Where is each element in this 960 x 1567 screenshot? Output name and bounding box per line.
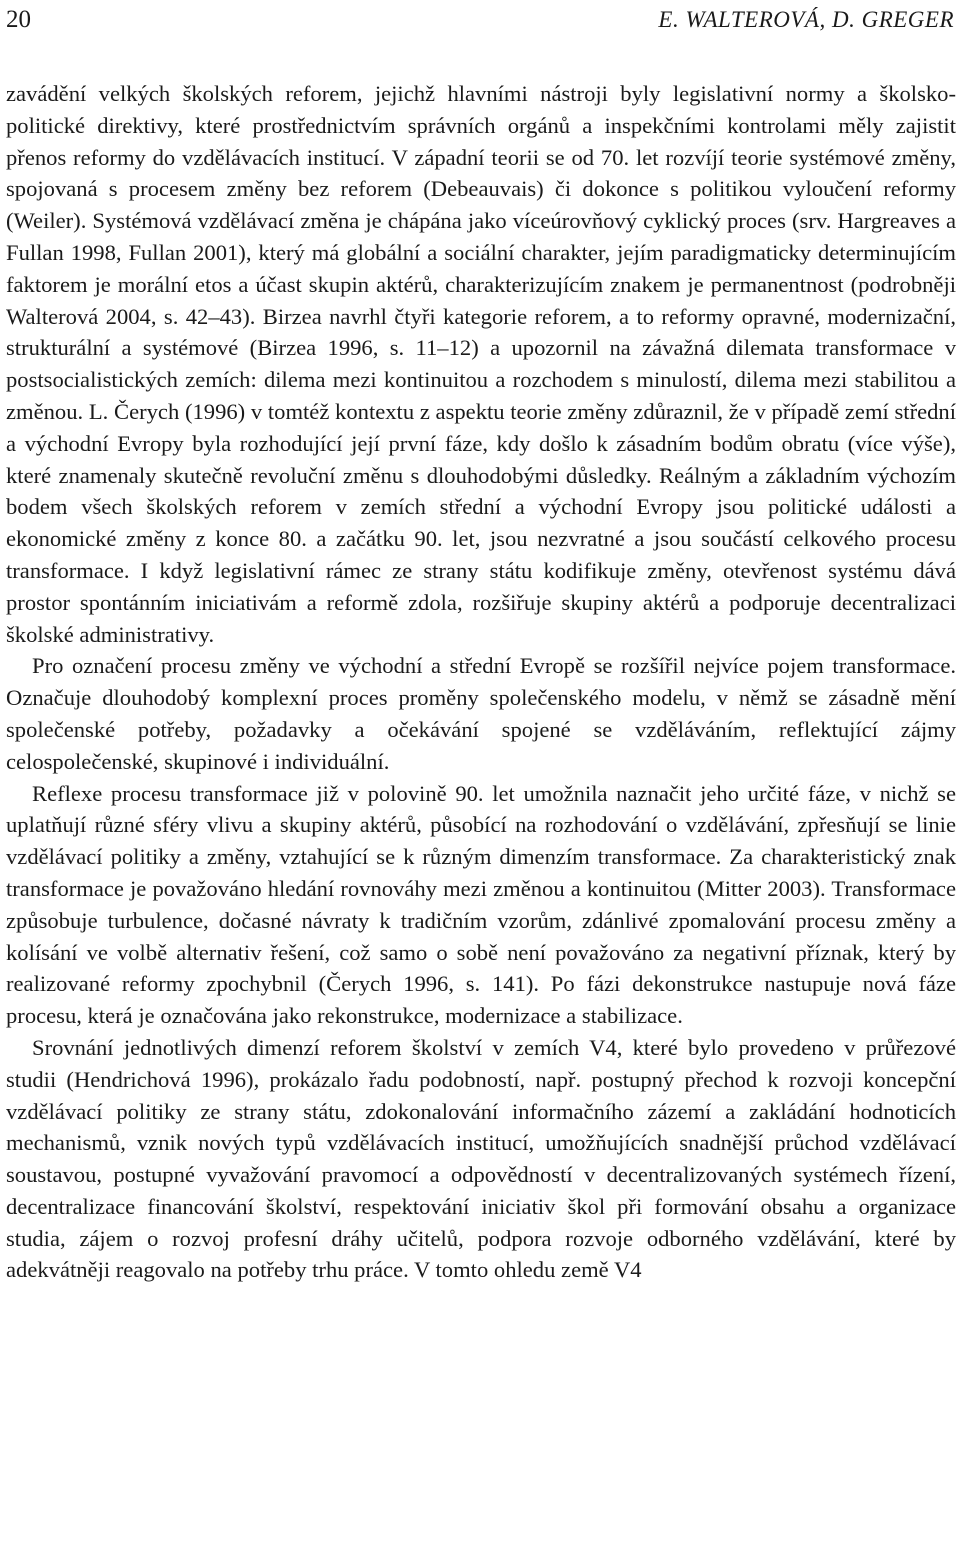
- running-head: E. WALTEROVÁ, D. GREGER: [658, 7, 954, 32]
- paragraph: zavádění velkých školských reforem, jejichž hlavními nástroji byly legislativní normy a školsko-politické direktivy, které prostřednictvím správních orgánů a inspekčními kontrolami měly zajistit přenos reformy do vzdělávacích institucí. V západní teorii se od 70. let rozvíjí teorie systémové změny, spojovaná s procesem změny bez reforem (Debeauvais) či dokonce s politikou vyloučení reformy (Weiler). Systémová vzdělávací změna je chápána jako víceúrovňový cyklický proces (srv. Hargreaves a Fullan 1998, Fullan 2001), který má globální a sociální charakter, jejím paradigmaticky determinujícím faktorem je morální etos a účast skupin aktérů, charakterizujícím znakem je permanentnost (podrobněji Walterová 2004, s. 42–43). Birzea navrhl čtyři kategorie reforem, a to reformy opravné, modernizační, strukturální a systémové (Birzea 1996, s. 11–12) a upozornil na závažná dilemata transformace v postsocialistických zemích: dilema mezi kontinuitou a rozchodem s minulostí, dilema mezi stabilitou a změnou. L. Čerych (1996) v tomtéž kontextu z aspektu teorie změny zdůraznil, že v případě zemí střední a východní Evropy byla rozhodující její první fáze, kdy došlo k zásadním bodům obratu (více výše), které znamenaly skutečně revoluční změnu s dlouhodobými důsledky. Reálným a základním výchozím bodem všech školských reforem v zemích střední a východní Evropy jsou politické události a ekonomické změny z konce 80. a začátku 90. let, jsou nezvratné a jsou součástí celkového procesu transformace. I když legislativní rámec ze strany státu kodifikuje změny, otevřenost systému dává prostor spontánním iniciativám a reformě zdola, rozšiřuje skupiny aktérů a podporuje decentralizaci školské administrativy.: [6, 81, 956, 647]
- page-number: 20: [6, 6, 31, 33]
- text-body: [6, 78, 956, 1286]
- paragraph: Pro označení procesu změny ve východní a střední Evropě se rozšířil nejvíce pojem transformace. Označuje dlouhodobý komplexní proces proměny společenského modelu, v němž se zásadně mění společenské potřeby, požadavky a očekávání spojené se vzděláváním, reflektující zájmy celospolečenské, skupinové i individuální.: [6, 653, 956, 774]
- paragraph: Srovnání jednotlivých dimenzí reforem školství v zemích V4, které bylo provedeno v průřezové studii (Hendrichová 1996), prokázalo řadu podobností, např. postupný přechod k rozvoji koncepční vzdělávací politiky ze strany státu, zdokonalování informačního zázemí a zakládání hodnoticích mechanismů, vznik nových typů vzdělávacích institucí, umožňujících snadnější průchod vzdělávací soustavou, postupné vyvažování pravomocí a odpovědností v decentralizovaných systémech řízení, decentralizace financování školství, respektování iniciativ škol při formování obsahu a organizace studia, zájem o rozvoj profesní dráhy učitelů, podpora rozvoje odborného vzdělávání, které by adekvátněji reagovalo na potřeby trhu práce. V tomto ohledu země V4: [6, 1034, 956, 1283]
- paragraph: Reflexe procesu transformace již v polovině 90. let umožnila naznačit jeho určité fáze, v nichž se uplatňují různé sféry vlivu a skupiny aktérů, působící na rozhodování o vzdělávání, zpřesňují se linie vzdělávací politiky a změny, vztahující se k různým dimenzím transformace. Za charakteristický znak transformace je považováno hledání rovnováhy mezi změnou a kontinuitou (Mitter 2003). Transformace způsobuje turbulence, dočasné návraty k tradičním vzorům, zdánlivé zpomalování procesu změny a kolísání ve volbě alternativ řešení, což samo o sobě není považováno za negativní příznak, který by realizované reformy zpochybnil (Čerych 1996, s. 141). Po fázi dekonstrukce nastupuje nová fáze procesu, která je označována jako rekonstrukce, modernizace a stabilizace.: [6, 780, 956, 1029]
- page-header: [0, 0, 960, 40]
